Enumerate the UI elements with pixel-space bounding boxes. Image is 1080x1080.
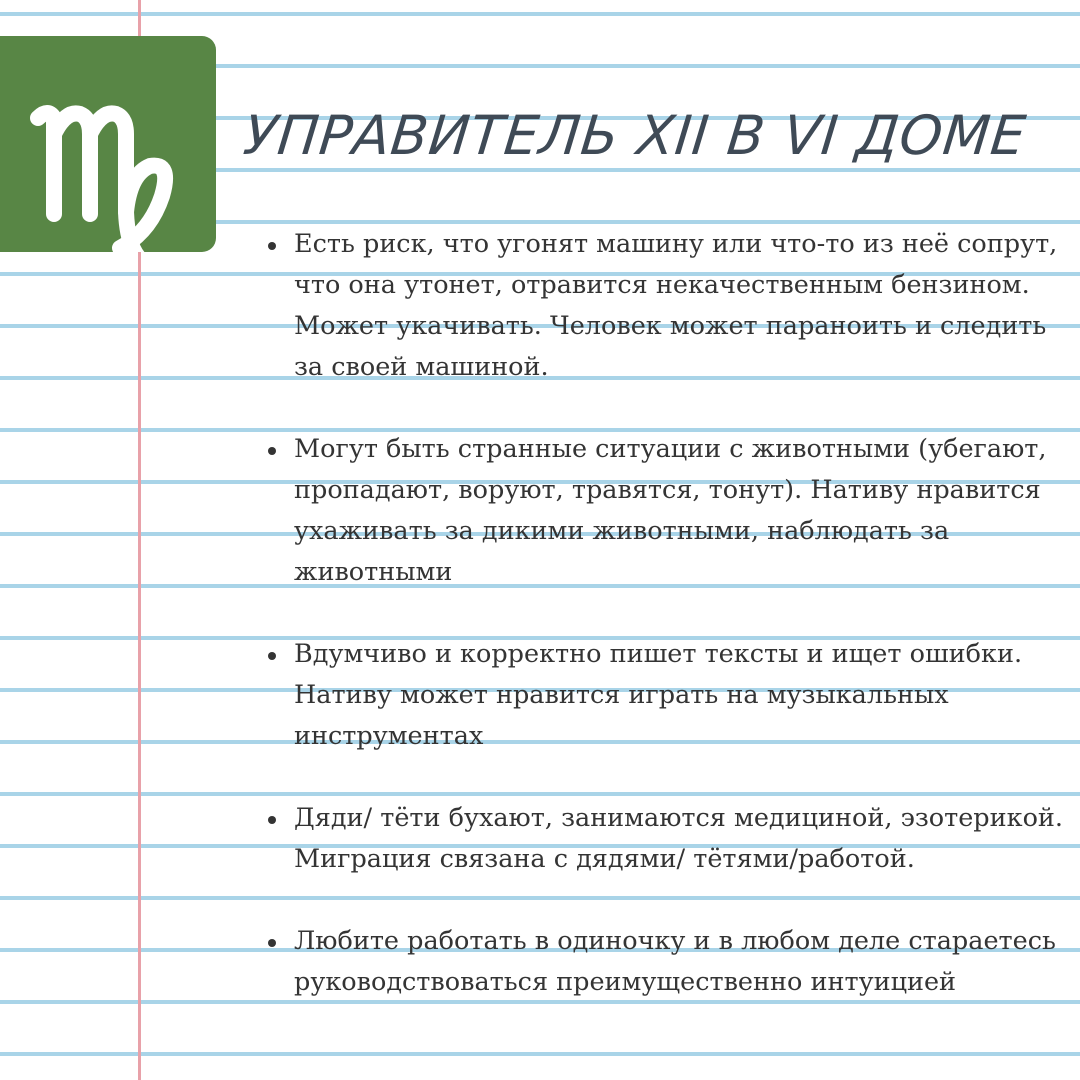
list-item: Могут быть странные ситуации с животными (убегают, пропадают, воруют, травятся, тонут). Нативу нравится ухаживать за дикими животными, наблюдать за животными <box>264 429 1074 593</box>
zodiac-tile <box>0 36 216 252</box>
list-item: Любите работать в одиночку и в любом деле стараетесь руководствоваться преимущественно интуицией <box>264 921 1074 1003</box>
list-item: Дяди/ тёти бухают, занимаются медициной, эзотерикой. Миграция связана с дядями/ тётями/работой. <box>264 798 1074 880</box>
list-item: Вдумчиво и корректно пишет тексты и ищет ошибки. Нативу может нравится играть на музыкальных инструментах <box>264 634 1074 757</box>
page-title: УПРАВИТЕЛЬ XII В VI ДОМЕ <box>240 104 1030 167</box>
list-item: Есть риск, что угонят машину или что-то из неё сопрут, что она утонет, отравится некачественным бензином. Может укачивать. Человек может параноить и следить за своей машиной. <box>264 224 1074 388</box>
virgo-icon <box>0 36 216 252</box>
bullet-list <box>264 224 1074 1003</box>
